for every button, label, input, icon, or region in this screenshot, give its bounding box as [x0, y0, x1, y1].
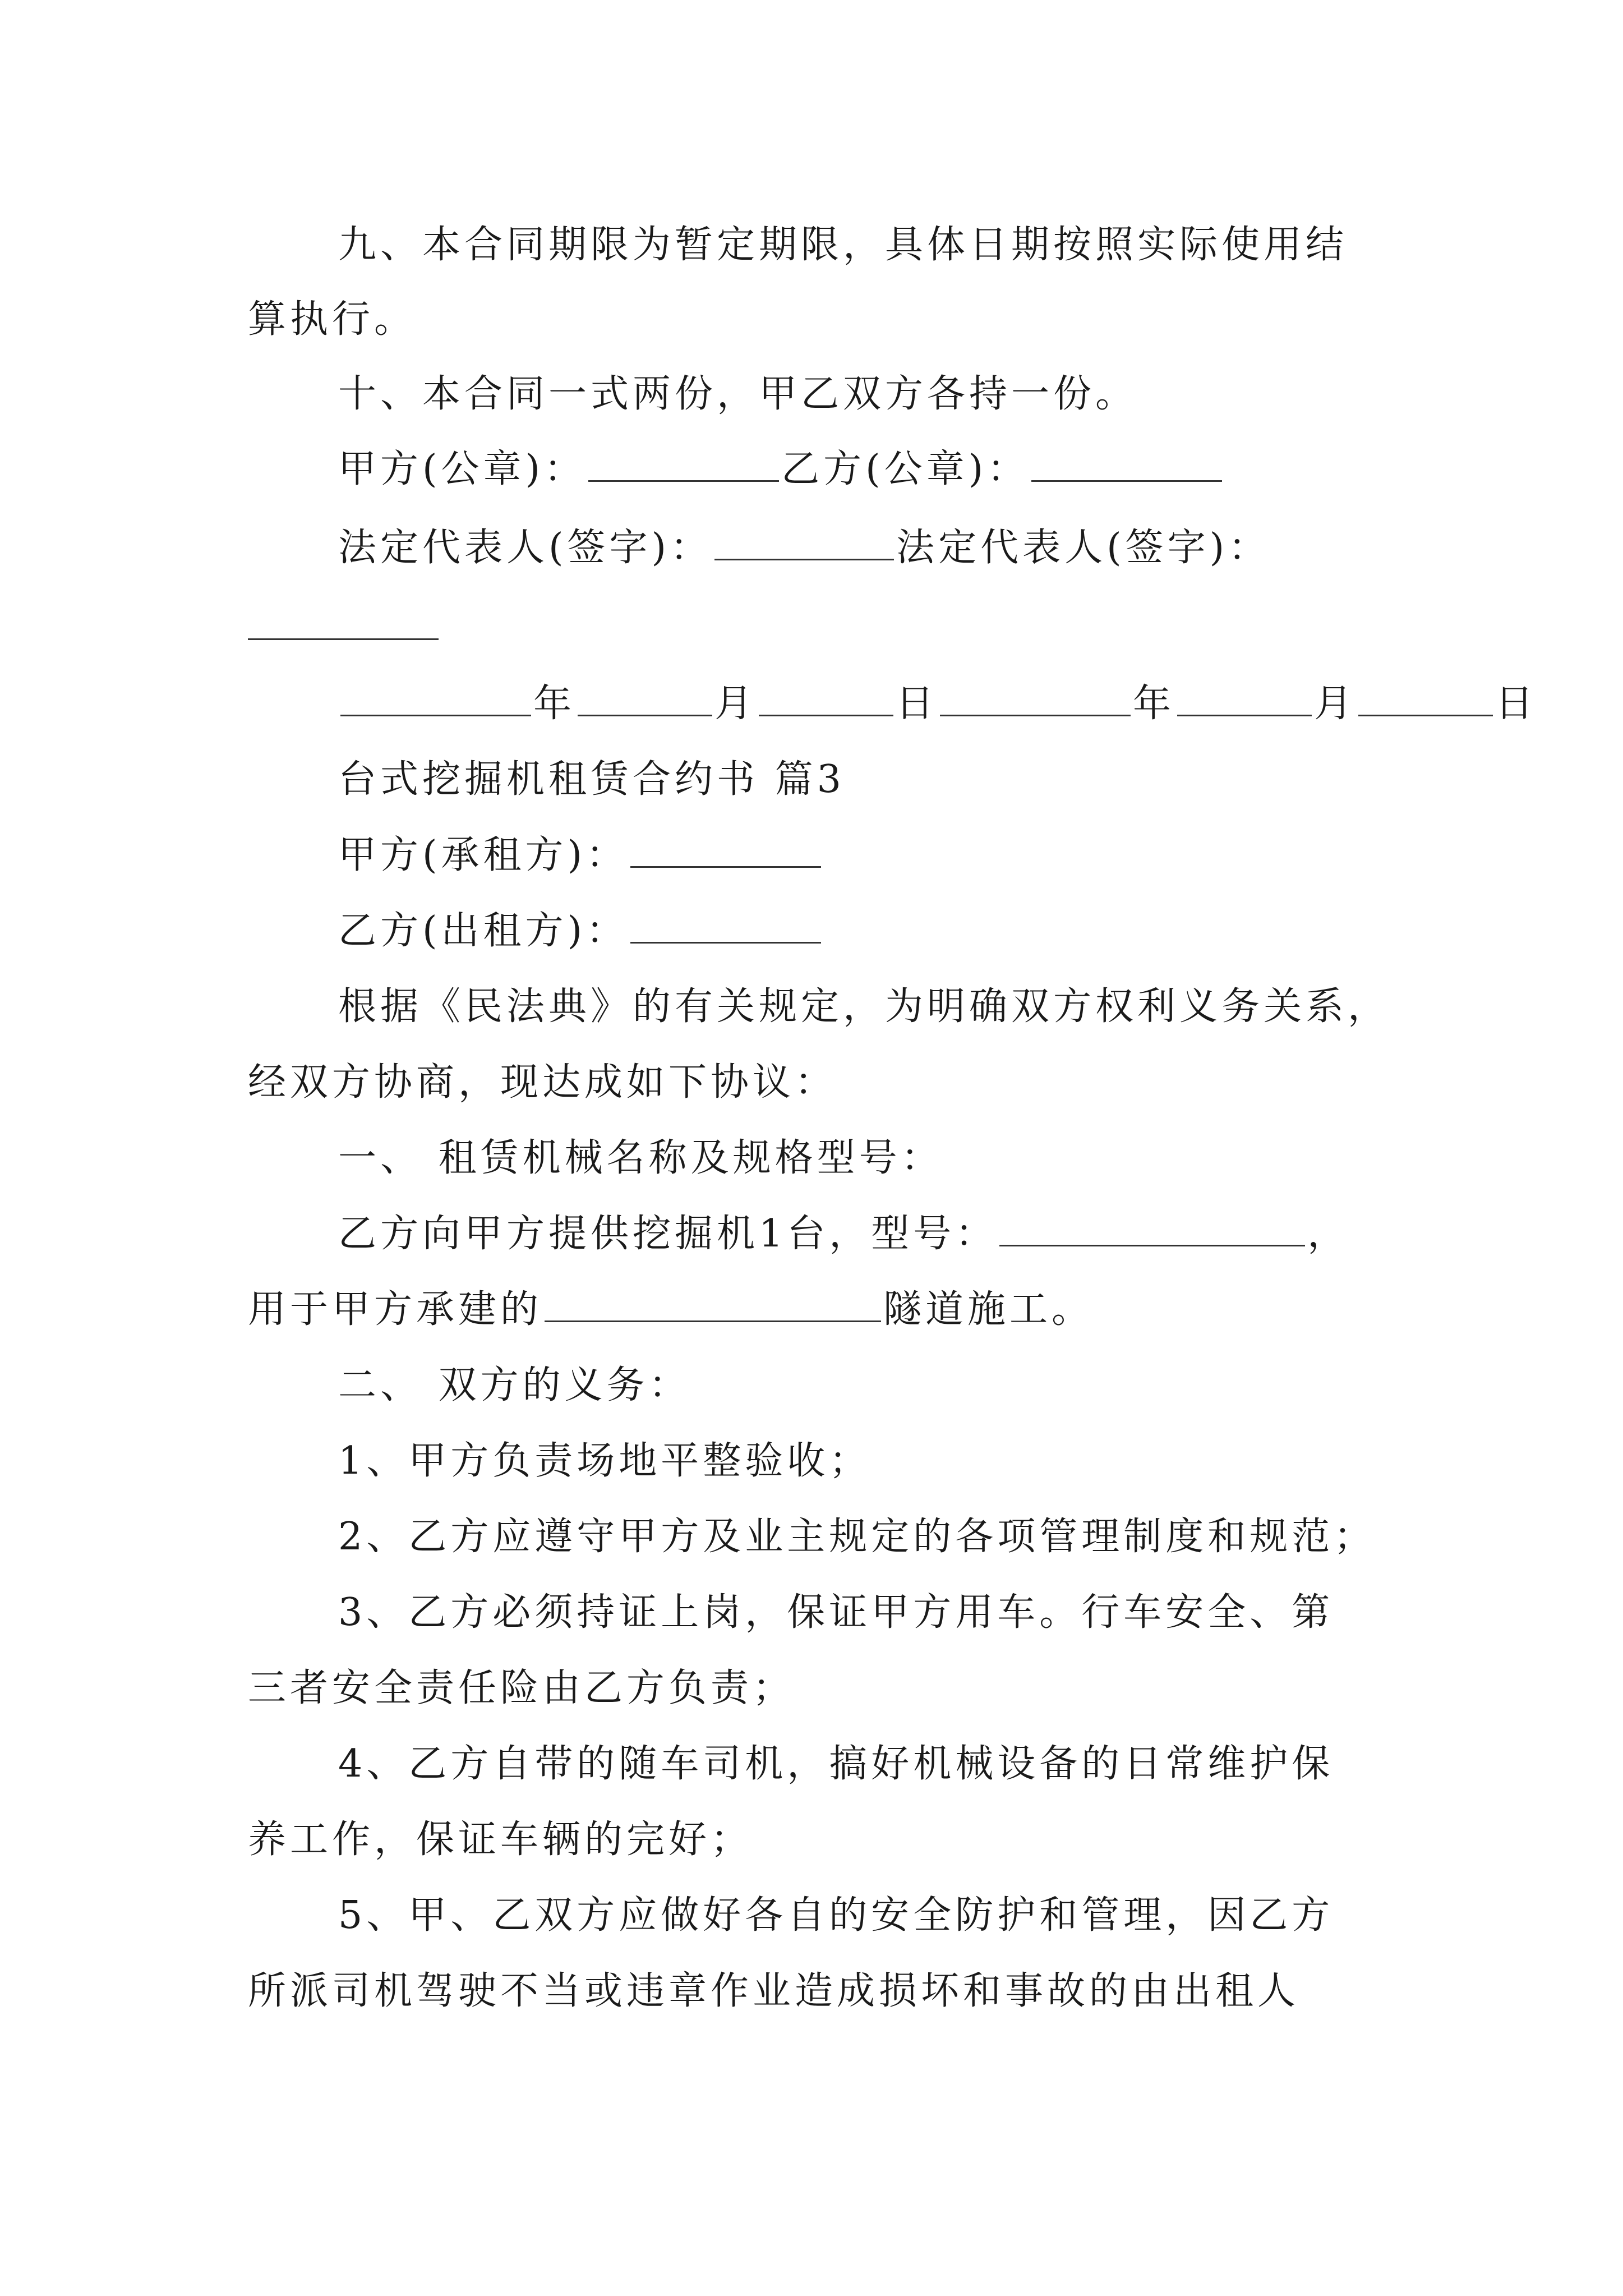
text-span: 4、乙方自带的随车司机，搞好机械设备的日常维护保: [338, 1742, 1334, 1786]
month-label: 月: [714, 682, 757, 726]
text-span: 所派司机驾驶不当或违章作业造成损坏和事故的由出租人: [248, 1969, 1300, 2013]
text-span: 5、甲、乙双方应做好各自的安全防护和管理，因乙方: [338, 1893, 1334, 1938]
duty-4-line-2: [248, 1812, 753, 1868]
month-blank-a: [578, 680, 712, 716]
party-b-seal-label: 乙方(公章)：: [781, 447, 1030, 491]
text-span: 2、乙方应遵守甲方及业主规定的各项管理制度和规范；: [338, 1515, 1376, 1559]
text-span: 算执行。: [248, 297, 417, 342]
article-1-line-1: [338, 1206, 1349, 1262]
year-blank-a: [340, 680, 531, 716]
section-title: [338, 752, 845, 808]
text-span: 十、本合同一式两份，甲乙双方各持一份。: [338, 372, 1138, 416]
project-blank: [545, 1286, 881, 1322]
text-span: 1、甲方负责场地平整验收；: [338, 1439, 872, 1483]
text-span: ，: [1307, 1212, 1350, 1256]
text-span: 乙方向甲方提供挖掘机1台，型号：: [338, 1212, 998, 1256]
duty-3-line-2: [248, 1660, 795, 1717]
clause-10: [338, 366, 1137, 422]
text-span: 二、 双方的义务：: [338, 1363, 691, 1407]
duty-5-line-2: [248, 1963, 1299, 2019]
party-b-rep-label: 法定代表人(签字)：: [896, 526, 1271, 570]
lessee-label: 甲方(承租方)：: [338, 833, 629, 877]
duty-3-line-1: [338, 1585, 1334, 1641]
text-span: 养工作，保证车辆的完好；: [248, 1818, 753, 1862]
day-label: 日: [896, 682, 938, 726]
party-a-seal-blank: [588, 445, 779, 482]
day-label: 日: [1495, 682, 1538, 726]
text-span: 3、乙方必须持证上岗，保证甲方用车。行车安全、第: [338, 1590, 1334, 1635]
party-b-seal-blank: [1031, 445, 1222, 482]
month-label: 月: [1314, 682, 1357, 726]
lessee-blank: [630, 831, 821, 868]
duty-4-line-1: [338, 1736, 1334, 1792]
party-a-rep-blank: [714, 524, 894, 560]
day-blank-a: [759, 680, 893, 716]
month-blank-b: [1177, 680, 1312, 716]
text-span: 用于甲方承建的: [248, 1287, 543, 1332]
text-span: 台式挖掘机租赁合约书 篇3: [338, 757, 845, 802]
year-blank-b: [940, 680, 1131, 716]
duty-1: [338, 1433, 871, 1489]
lessee-line: [338, 827, 823, 884]
preamble-line-1: [338, 979, 1390, 1035]
duty-2: [338, 1509, 1376, 1565]
text-span: 一、 租赁机械名称及规格型号：: [338, 1136, 943, 1180]
text-span: 经双方协商，现达成如下协议：: [248, 1060, 837, 1105]
party-a-rep-label: 法定代表人(签字)：: [338, 526, 713, 570]
duty-5-line-1: [338, 1888, 1334, 1944]
lessor-blank: [630, 907, 821, 944]
article-1-line-2: [248, 1282, 1094, 1338]
representative-line: [338, 520, 1270, 576]
clause-9-line-2: [248, 292, 416, 348]
article-1-heading: [338, 1130, 943, 1186]
preamble-line-2: [248, 1055, 837, 1111]
party-b-rep-blank: [248, 638, 439, 640]
clause-9-line-1: [338, 217, 1348, 273]
year-label: 年: [533, 682, 576, 726]
party-a-seal-label: 甲方(公章)：: [338, 447, 587, 491]
text-span: 隧道施工。: [883, 1287, 1094, 1332]
text-span: 根据《民法典》的有关规定，为明确双方权利义务关系，: [338, 984, 1390, 1029]
text-span: 三者安全责任险由乙方负责；: [248, 1666, 795, 1710]
article-2-heading: [338, 1358, 691, 1414]
model-blank: [999, 1210, 1305, 1246]
lessor-label: 乙方(出租方)：: [338, 909, 629, 953]
seal-line: [338, 441, 1224, 498]
day-blank-b: [1358, 680, 1493, 716]
lessor-line: [338, 903, 823, 959]
date-line: [338, 676, 1537, 732]
year-label: 年: [1133, 682, 1175, 726]
text-span: 九、本合同期限为暂定期限，具体日期按照实际使用结: [338, 223, 1348, 267]
